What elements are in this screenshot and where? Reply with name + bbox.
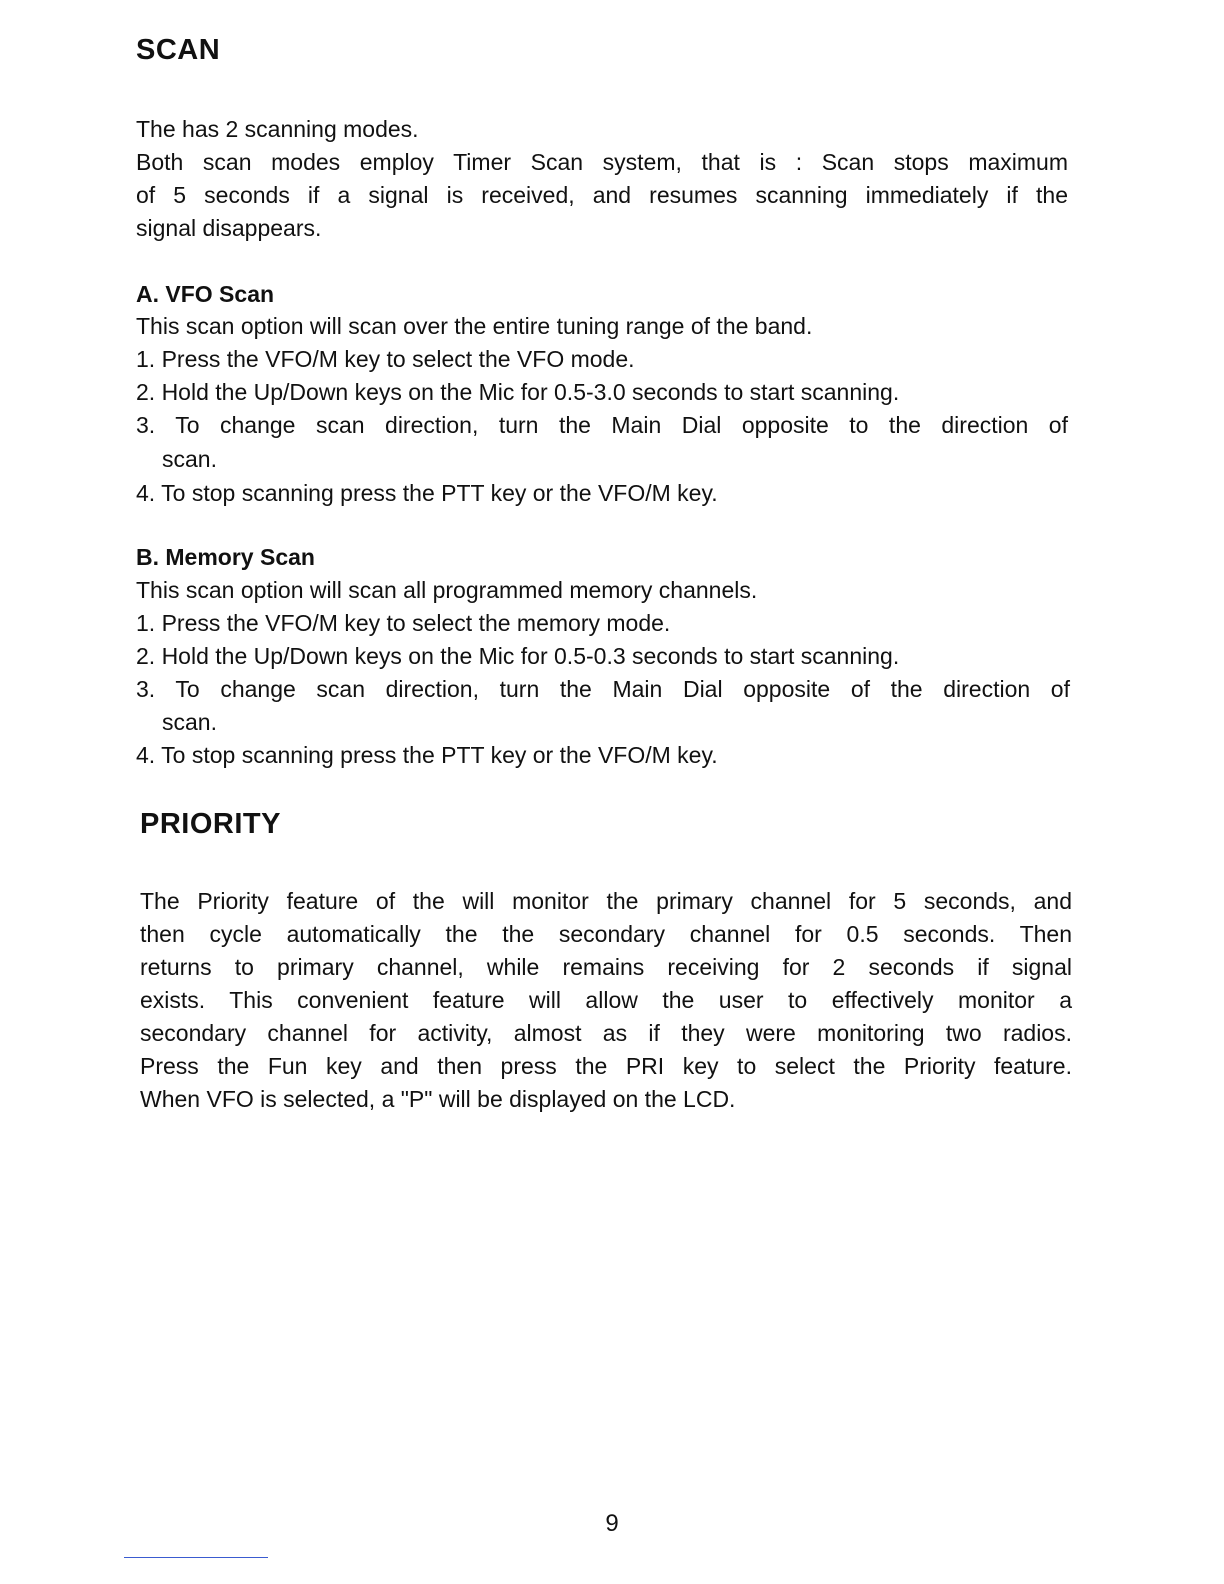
priority-line: exists. This convenient feature will allow the user to effectively monitor a — [140, 987, 1072, 1013]
priority-line: When VFO is selected, a "P" will be displayed on the LCD. — [140, 1086, 736, 1112]
memory-scan-step: 4. To stop scanning press the PTT key or the VFO/M key. — [136, 742, 718, 768]
priority-line: The Priority feature of the will monitor the primary channel for 5 seconds, and — [140, 888, 1072, 914]
vfo-scan-heading: A. VFO Scan — [136, 281, 275, 307]
vfo-scan-line: This scan option will scan over the entire tuning range of the band. — [136, 313, 813, 339]
scan-intro-line: Both scan modes employ Timer Scan system, that is : Scan stops maximum — [136, 149, 1068, 175]
memory-scan-line: This scan option will scan all programmed memory channels. — [136, 577, 758, 603]
memory-scan-heading: B. Memory Scan — [136, 544, 315, 570]
scan-intro-line: signal disappears. — [136, 215, 322, 241]
vfo-scan-step: 3. To change scan direction, turn the Main Dial opposite to the direction of — [136, 412, 1068, 438]
scan-intro-line: The has 2 scanning modes. — [136, 116, 419, 142]
priority-heading: PRIORITY — [140, 808, 281, 840]
vfo-scan-step: 2. Hold the Up/Down keys on the Mic for 0.5-3.0 seconds to start scanning. — [136, 379, 900, 405]
memory-scan-step: 1. Press the VFO/M key to select the memory mode. — [136, 610, 671, 636]
memory-scan-step-cont: scan. — [162, 709, 217, 735]
vfo-scan-step: 1. Press the VFO/M key to select the VFO mode. — [136, 346, 635, 372]
footer-divider — [124, 1557, 268, 1558]
page-number: 9 — [605, 1510, 619, 1537]
priority-line: then cycle automatically the the secondary channel for 0.5 seconds. Then — [140, 921, 1072, 947]
scan-intro-line: of 5 seconds if a signal is received, and resumes scanning immediately if the — [136, 182, 1068, 208]
memory-scan-step: 3. To change scan direction, turn the Main Dial opposite of the direction of — [136, 676, 1070, 702]
memory-scan-step: 2. Hold the Up/Down keys on the Mic for 0.5-0.3 seconds to start scanning. — [136, 643, 900, 669]
scan-heading: SCAN — [136, 34, 221, 66]
vfo-scan-step: 4. To stop scanning press the PTT key or the VFO/M key. — [136, 480, 718, 506]
priority-line: secondary channel for activity, almost as if they were monitoring two radios. — [140, 1020, 1072, 1046]
vfo-scan-step-cont: scan. — [162, 446, 217, 472]
priority-line: returns to primary channel, while remains receiving for 2 seconds if signal — [140, 954, 1072, 980]
priority-line: Press the Fun key and then press the PRI key to select the Priority feature. — [140, 1053, 1072, 1079]
